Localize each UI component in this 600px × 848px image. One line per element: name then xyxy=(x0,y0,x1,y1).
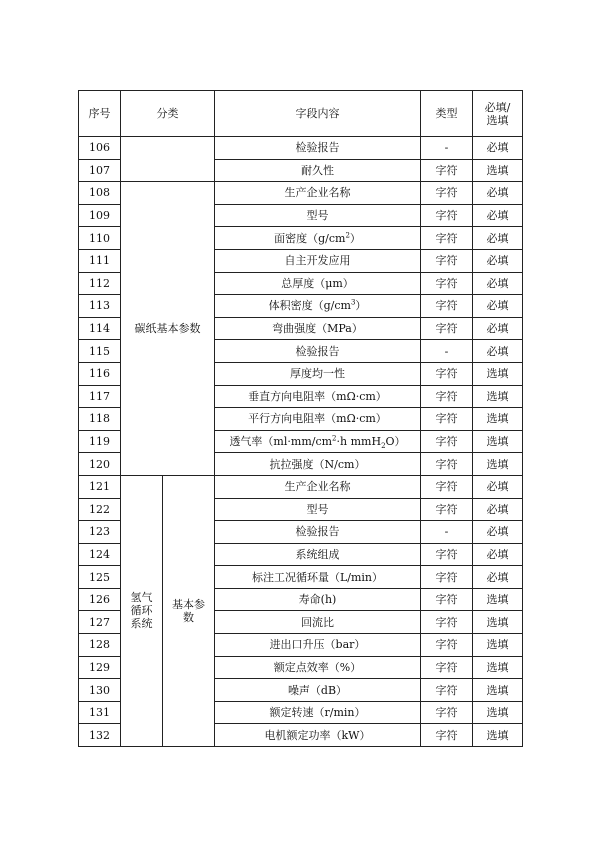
row-number: 114 xyxy=(79,317,121,340)
row-number: 132 xyxy=(79,724,121,747)
header-required xyxy=(473,91,523,137)
field-content xyxy=(215,295,421,318)
field-content xyxy=(215,701,421,724)
required-status: 必填 xyxy=(473,543,523,566)
superscript: 3 xyxy=(350,298,356,307)
field-content xyxy=(215,566,421,589)
required-status: 选填 xyxy=(473,159,523,182)
row-number: 119 xyxy=(79,430,121,453)
row-number: 124 xyxy=(79,543,121,566)
required-status: 选填 xyxy=(473,588,523,611)
field-text: 总厚度（μm） xyxy=(281,276,354,290)
field-content xyxy=(215,362,421,385)
row-number: 110 xyxy=(79,227,121,250)
field-content xyxy=(215,227,421,250)
field-text: O） xyxy=(385,435,406,449)
category-hydrogen-system xyxy=(121,475,163,746)
field-content xyxy=(215,137,421,160)
field-type: 字符 xyxy=(421,204,473,227)
category-carbon-paper: 碳纸基本参数 xyxy=(121,182,215,476)
field-text: 电机额定功率（kW） xyxy=(264,728,371,742)
field-content xyxy=(215,204,421,227)
field-type: - xyxy=(421,137,473,160)
field-text: 垂直方向电阻率（mΩ·cm） xyxy=(248,389,387,403)
field-type: 字符 xyxy=(421,272,473,295)
table-header-row xyxy=(79,91,523,137)
field-text: 系统组成 xyxy=(295,547,340,561)
table-row xyxy=(79,137,523,160)
field-type: 字符 xyxy=(421,588,473,611)
field-content xyxy=(215,430,421,453)
row-number: 125 xyxy=(79,566,121,589)
field-type: 字符 xyxy=(421,317,473,340)
row-number: 108 xyxy=(79,182,121,205)
required-status: 必填 xyxy=(473,137,523,160)
row-number: 126 xyxy=(79,588,121,611)
row-number: 115 xyxy=(79,340,121,363)
field-type: 字符 xyxy=(421,362,473,385)
required-status: 必填 xyxy=(473,249,523,272)
field-content xyxy=(215,588,421,611)
field-type: 字符 xyxy=(421,611,473,634)
field-type: 字符 xyxy=(421,498,473,521)
row-number: 107 xyxy=(79,159,121,182)
field-text: ） xyxy=(349,231,361,245)
category-line: 基本参 xyxy=(172,597,205,611)
field-type: 字符 xyxy=(421,295,473,318)
required-status: 必填 xyxy=(473,317,523,340)
field-type: 字符 xyxy=(421,159,473,182)
field-text: ·h mmH xyxy=(336,435,382,449)
required-status: 必填 xyxy=(473,340,523,363)
row-number: 117 xyxy=(79,385,121,408)
field-text: 检验报告 xyxy=(295,141,340,155)
field-type: - xyxy=(421,340,473,363)
data-field-table xyxy=(78,90,523,747)
field-content xyxy=(215,543,421,566)
field-text: 型号 xyxy=(306,502,329,516)
field-content xyxy=(215,656,421,679)
field-text: 自主开发应用 xyxy=(284,254,351,268)
category-cell-empty xyxy=(121,137,215,182)
field-text: 体积密度（g/cm xyxy=(268,299,351,313)
category-line: 氢气 xyxy=(130,591,153,605)
row-number: 128 xyxy=(79,634,121,657)
field-type: 字符 xyxy=(421,227,473,250)
required-status: 必填 xyxy=(473,272,523,295)
header-index: 序号 xyxy=(79,91,121,137)
field-content xyxy=(215,634,421,657)
category-line: 循环 xyxy=(130,604,153,618)
field-text: 平行方向电阻率（mΩ·cm） xyxy=(248,412,387,426)
field-text: 透气率（ml·mm/cm xyxy=(229,435,333,449)
field-text: 生产企业名称 xyxy=(284,186,351,200)
row-number: 120 xyxy=(79,453,121,476)
field-content xyxy=(215,249,421,272)
field-type: 字符 xyxy=(421,385,473,408)
row-number: 131 xyxy=(79,701,121,724)
field-text: 生产企业名称 xyxy=(284,480,351,494)
field-content xyxy=(215,521,421,544)
field-type: 字符 xyxy=(421,724,473,747)
required-status: 选填 xyxy=(473,385,523,408)
field-type: 字符 xyxy=(421,701,473,724)
field-text: 弯曲强度（MPa） xyxy=(272,322,363,336)
header-type: 类型 xyxy=(421,91,473,137)
required-status: 选填 xyxy=(473,362,523,385)
header-category: 分类 xyxy=(121,91,215,137)
superscript: 2 xyxy=(345,231,350,240)
field-type: 字符 xyxy=(421,566,473,589)
required-status: 选填 xyxy=(473,453,523,476)
row-number: 127 xyxy=(79,611,121,634)
required-status: 必填 xyxy=(473,475,523,498)
row-number: 118 xyxy=(79,408,121,431)
field-content xyxy=(215,340,421,363)
required-status: 必填 xyxy=(473,295,523,318)
field-type: 字符 xyxy=(421,453,473,476)
field-type: - xyxy=(421,521,473,544)
field-type: 字符 xyxy=(421,634,473,657)
field-text: 检验报告 xyxy=(295,525,340,539)
subscript: 2 xyxy=(381,442,386,451)
row-number: 116 xyxy=(79,362,121,385)
field-text: 进出口升压（bar） xyxy=(269,638,366,652)
field-type: 字符 xyxy=(421,182,473,205)
field-content xyxy=(215,475,421,498)
field-text: 型号 xyxy=(306,209,329,223)
field-text: 面密度（g/cm xyxy=(274,231,346,245)
field-text: 额定点效率（%） xyxy=(273,660,362,674)
table-row xyxy=(79,475,523,498)
required-status: 选填 xyxy=(473,701,523,724)
field-content xyxy=(215,272,421,295)
required-status: 选填 xyxy=(473,724,523,747)
field-content xyxy=(215,679,421,702)
field-type: 字符 xyxy=(421,408,473,431)
field-content xyxy=(215,317,421,340)
required-status: 选填 xyxy=(473,611,523,634)
field-text: 回流比 xyxy=(301,615,334,629)
category-basic-params xyxy=(163,475,215,746)
field-content xyxy=(215,159,421,182)
field-content xyxy=(215,182,421,205)
field-text: ） xyxy=(355,299,367,313)
header-field: 字段内容 xyxy=(215,91,421,137)
row-number: 123 xyxy=(79,521,121,544)
header-required-line1: 必填/ xyxy=(484,100,511,114)
required-status: 必填 xyxy=(473,498,523,521)
field-type: 字符 xyxy=(421,430,473,453)
field-type: 字符 xyxy=(421,475,473,498)
field-text: 额定转速（r/min） xyxy=(269,706,366,720)
field-text: 标注工况循环量（L/min） xyxy=(251,570,384,584)
required-status: 必填 xyxy=(473,227,523,250)
required-status: 选填 xyxy=(473,408,523,431)
category-line: 系统 xyxy=(130,617,153,631)
field-type: 字符 xyxy=(421,656,473,679)
field-type: 字符 xyxy=(421,543,473,566)
field-text: 厚度均一性 xyxy=(290,367,345,381)
field-type: 字符 xyxy=(421,249,473,272)
required-status: 必填 xyxy=(473,182,523,205)
field-content xyxy=(215,611,421,634)
row-number: 106 xyxy=(79,137,121,160)
field-content xyxy=(215,385,421,408)
field-content xyxy=(215,724,421,747)
row-number: 129 xyxy=(79,656,121,679)
required-status: 必填 xyxy=(473,204,523,227)
required-status: 选填 xyxy=(473,679,523,702)
field-text: 耐久性 xyxy=(301,163,334,177)
row-number: 122 xyxy=(79,498,121,521)
table-row xyxy=(79,182,523,205)
field-content xyxy=(215,498,421,521)
required-status: 选填 xyxy=(473,634,523,657)
required-status: 必填 xyxy=(473,521,523,544)
row-number: 130 xyxy=(79,679,121,702)
required-status: 选填 xyxy=(473,430,523,453)
field-text: 噪声（dB） xyxy=(287,683,348,697)
field-content xyxy=(215,408,421,431)
field-type: 字符 xyxy=(421,679,473,702)
row-number: 111 xyxy=(79,249,121,272)
row-number: 121 xyxy=(79,475,121,498)
category-line: 数 xyxy=(183,610,194,624)
field-text: 抗拉强度（N/cm） xyxy=(269,457,366,471)
field-text: 检验报告 xyxy=(295,344,340,358)
row-number: 112 xyxy=(79,272,121,295)
row-number: 113 xyxy=(79,295,121,318)
required-status: 选填 xyxy=(473,656,523,679)
field-content xyxy=(215,453,421,476)
required-status: 必填 xyxy=(473,566,523,589)
row-number: 109 xyxy=(79,204,121,227)
header-required-line2: 选填 xyxy=(486,113,509,127)
field-text: 寿命(h) xyxy=(298,593,337,607)
superscript: 2 xyxy=(332,434,337,443)
